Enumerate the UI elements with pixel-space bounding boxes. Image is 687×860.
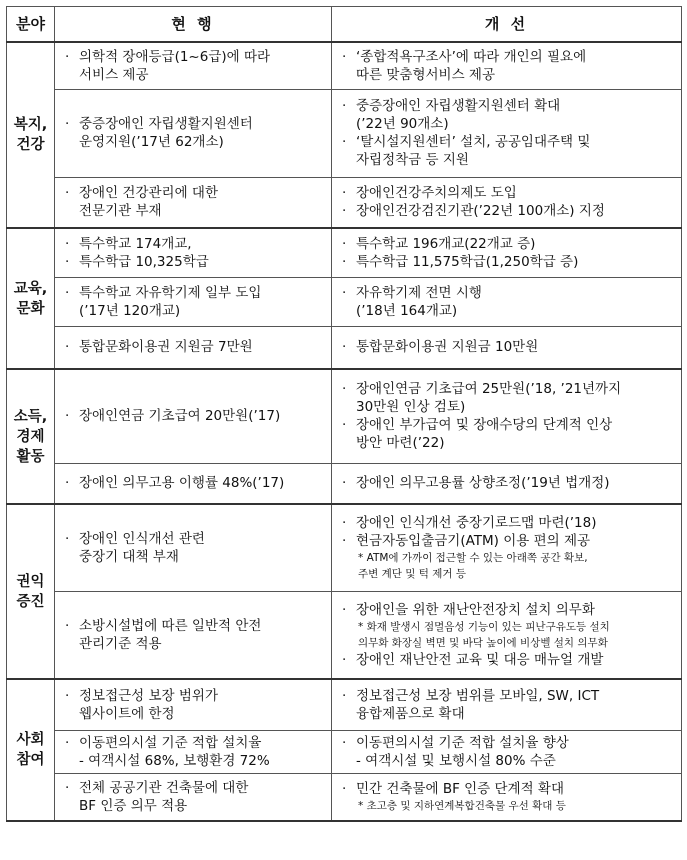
continuation-text: 융합제품으로 확대 bbox=[356, 705, 465, 722]
category-label: 교육, bbox=[13, 280, 48, 297]
bullet-item bbox=[342, 514, 673, 532]
bullet-item bbox=[65, 474, 323, 492]
bullet-text: 이동편의시설 기준 적합 설치율 향상 bbox=[356, 734, 569, 751]
improvement-content bbox=[332, 777, 681, 817]
category-label: 참여 bbox=[16, 752, 45, 768]
bullet-item bbox=[342, 48, 673, 66]
continuation-text: 30만원 인상 검토) bbox=[356, 399, 466, 416]
bullet-item bbox=[342, 133, 673, 151]
bullet-item bbox=[342, 474, 673, 492]
improvement-cell bbox=[332, 369, 682, 463]
current-content bbox=[55, 527, 331, 569]
category-label: 복지, bbox=[13, 117, 48, 133]
footnote-text: * ATM에 가까이 접근할 수 있는 아래쪽 공간 확보, bbox=[358, 551, 588, 564]
current-cell bbox=[55, 89, 332, 177]
bullet-item bbox=[65, 253, 323, 271]
bullet-item bbox=[342, 651, 673, 669]
bullet-item bbox=[65, 184, 323, 202]
bullet-dot-icon: · bbox=[342, 475, 347, 492]
current-content bbox=[55, 684, 331, 726]
improvement-cell bbox=[332, 591, 682, 679]
category-cell-rights bbox=[7, 504, 55, 679]
bullet-text: 장애인을 위한 재난안전장치 설치 의무화 bbox=[356, 601, 595, 618]
current-cell bbox=[55, 42, 332, 89]
bullet-text: 장애인 의무고용률 상향조정(’19년 법개정) bbox=[356, 475, 610, 492]
improvement-cell bbox=[332, 730, 682, 773]
bullet-dot-icon: · bbox=[65, 48, 70, 65]
bullet-dot-icon: · bbox=[65, 779, 70, 796]
bullet-dot-icon: · bbox=[65, 235, 70, 252]
table-row bbox=[7, 89, 682, 177]
bullet-dot-icon: · bbox=[342, 98, 347, 114]
bullet-item bbox=[65, 617, 323, 635]
continuation-text: 전문기관 부재 bbox=[79, 203, 162, 220]
bullet-dot-icon: · bbox=[342, 780, 347, 797]
improvement-cell bbox=[332, 177, 682, 228]
footnote-text: 주변 계단 및 턱 제거 등 bbox=[358, 567, 466, 580]
category-cell-welfare bbox=[7, 42, 55, 228]
improvement-content bbox=[332, 511, 681, 585]
improvement-cell bbox=[332, 504, 682, 591]
bullet-text: 중증장애인 자립생활지원센터 bbox=[79, 116, 253, 132]
improvement-content bbox=[332, 335, 681, 359]
improvement-content bbox=[332, 232, 681, 274]
bullet-dot-icon: · bbox=[65, 687, 70, 704]
continuation-text: 운영지원(’17년 62개소) bbox=[79, 134, 224, 150]
bullet-text: 장애인 의무고용 이행률 48%(’17) bbox=[79, 475, 285, 492]
improvement-cell bbox=[332, 42, 682, 89]
bullet-text: 장애인연금 기초급여 20만원(’17) bbox=[79, 408, 281, 425]
bullet-dot-icon: · bbox=[65, 116, 70, 132]
current-content bbox=[55, 404, 331, 428]
bullet-text: 특수학급 10,325학급 bbox=[79, 253, 209, 270]
bullet-dot-icon: · bbox=[342, 532, 347, 549]
table-row bbox=[7, 42, 682, 89]
current-content bbox=[55, 281, 331, 323]
continuation-text: (’18년 164개교) bbox=[356, 302, 458, 319]
improvement-cell bbox=[332, 326, 682, 369]
improvement-content bbox=[332, 94, 681, 172]
bullet-text: 중증장애인 자립생활지원센터 확대 bbox=[356, 98, 561, 114]
current-content bbox=[55, 776, 331, 818]
bullet-item bbox=[65, 338, 323, 356]
category-label: 증진 bbox=[16, 593, 45, 610]
bullet-text: ‘종합적욕구조사’에 따라 개인의 필요에 bbox=[356, 48, 587, 65]
bullet-text: 특수학교 자유학기제 일부 도입 bbox=[79, 284, 262, 301]
category-label: 문화 bbox=[16, 300, 45, 317]
bullet-item bbox=[65, 734, 323, 752]
improvement-content bbox=[332, 684, 681, 726]
current-cell bbox=[55, 369, 332, 463]
bullet-text: 장애인 건강관리에 대한 bbox=[79, 185, 218, 202]
current-content bbox=[55, 614, 331, 656]
table-row bbox=[7, 369, 682, 463]
category-cell-social bbox=[7, 679, 55, 821]
bullet-dot-icon: · bbox=[342, 134, 347, 150]
bullet-dot-icon: · bbox=[65, 475, 70, 492]
improvement-content bbox=[332, 731, 681, 773]
current-content bbox=[55, 731, 331, 773]
bullet-text: 의학적 장애등급(1~6급)에 따라 bbox=[79, 48, 271, 65]
bullet-item bbox=[342, 380, 673, 398]
bullet-text: 정보접근성 보장 범위를 모바일, SW, ICT bbox=[356, 687, 600, 704]
table-row bbox=[7, 773, 682, 821]
bullet-item bbox=[65, 235, 323, 253]
bullet-text: 장애인건강주치의제도 도입 bbox=[356, 185, 517, 202]
bullet-dot-icon: · bbox=[342, 253, 347, 270]
bullet-dot-icon: · bbox=[65, 408, 70, 425]
bullet-text: 특수학교 174개교, bbox=[79, 235, 192, 252]
bullet-dot-icon: · bbox=[65, 734, 70, 751]
current-cell bbox=[55, 228, 332, 277]
improvement-cell bbox=[332, 277, 682, 326]
continuation-text: (’17년 120개교) bbox=[79, 302, 181, 319]
table-row bbox=[7, 591, 682, 679]
continuation-text: 서비스 제공 bbox=[79, 66, 149, 83]
header-category: 분야 bbox=[7, 7, 55, 43]
bullet-text: 통합문화이용권 지원금 7만원 bbox=[79, 339, 253, 356]
bullet-dot-icon: · bbox=[342, 381, 347, 398]
category-label: 사회 bbox=[16, 732, 45, 748]
bullet-text: 자유학기제 전면 시행 bbox=[356, 284, 482, 301]
bullet-item bbox=[65, 687, 323, 705]
header-current: 현 행 bbox=[55, 7, 332, 43]
table-row bbox=[7, 730, 682, 773]
current-cell bbox=[55, 277, 332, 326]
footnote-text: 의무화 화장실 벽면 및 바닥 높이에 비상벨 설치 의무화 bbox=[358, 636, 608, 649]
table-row bbox=[7, 277, 682, 326]
current-content bbox=[55, 45, 331, 87]
table-row bbox=[7, 504, 682, 591]
continuation-text: 방안 마련(’22) bbox=[356, 435, 445, 452]
improvement-cell bbox=[332, 89, 682, 177]
improvement-content bbox=[332, 181, 681, 223]
bullet-dot-icon: · bbox=[342, 651, 347, 668]
bullet-item bbox=[342, 284, 673, 302]
category-label: 소득, bbox=[13, 408, 48, 425]
bullet-dot-icon: · bbox=[342, 687, 347, 704]
bullet-text: 통합문화이용권 지원금 10만원 bbox=[356, 339, 539, 356]
bullet-item bbox=[65, 530, 323, 548]
improvement-content bbox=[332, 598, 681, 672]
bullet-item bbox=[342, 202, 673, 220]
improvement-cell bbox=[332, 773, 682, 821]
footnote-text: * 초고층 및 지하연계복합건축물 우선 확대 등 bbox=[358, 799, 566, 812]
policy-comparison-table bbox=[6, 6, 682, 822]
sub-item-text: - 여객시설 및 보행시설 80% 수준 bbox=[356, 752, 556, 769]
bullet-text: 장애인 재난안전 교육 및 대응 매뉴얼 개발 bbox=[356, 651, 604, 668]
continuation-text: 자립정착금 등 지원 bbox=[356, 152, 469, 168]
category-cell-education bbox=[7, 228, 55, 369]
bullet-item bbox=[65, 284, 323, 302]
bullet-item bbox=[65, 48, 323, 66]
bullet-text: ‘탈시설지원센터’ 설치, 공공임대주택 및 bbox=[356, 134, 591, 150]
bullet-item bbox=[342, 235, 673, 253]
header-improvement: 개 선 bbox=[332, 7, 682, 43]
bullet-dot-icon: · bbox=[342, 514, 347, 531]
current-cell bbox=[55, 591, 332, 679]
category-cell-income bbox=[7, 369, 55, 504]
table-body bbox=[7, 42, 682, 821]
bullet-text: 특수학급 11,575학급(1,250학급 증) bbox=[356, 253, 579, 270]
bullet-text: 이동편의시설 기준 적합 설치율 bbox=[79, 734, 262, 751]
current-content bbox=[55, 335, 331, 359]
current-content bbox=[55, 232, 331, 274]
continuation-text: 중장기 대책 부재 bbox=[79, 548, 179, 565]
improvement-cell bbox=[332, 463, 682, 504]
improvement-content bbox=[332, 45, 681, 87]
bullet-item bbox=[65, 407, 323, 425]
bullet-text: 장애인건강검진기관(’22년 100개소) 지정 bbox=[356, 203, 605, 220]
bullet-item bbox=[65, 115, 323, 133]
bullet-item bbox=[342, 687, 673, 705]
bullet-text: 전체 공공기관 건축물에 대한 bbox=[79, 779, 249, 796]
bullet-item bbox=[342, 780, 673, 798]
category-label: 권익 bbox=[16, 573, 45, 590]
current-cell bbox=[55, 177, 332, 228]
bullet-dot-icon: · bbox=[342, 734, 347, 751]
bullet-text: 장애인 인식개선 중장기로드맵 마련(’18) bbox=[356, 514, 597, 531]
improvement-cell bbox=[332, 228, 682, 277]
continuation-text: 관리기준 적용 bbox=[79, 635, 162, 652]
bullet-item bbox=[65, 779, 323, 797]
table-header-row bbox=[7, 7, 682, 43]
category-label: 건강 bbox=[16, 137, 45, 153]
continuation-text: 웹사이트에 한정 bbox=[79, 705, 175, 722]
bullet-dot-icon: · bbox=[65, 339, 70, 356]
sub-item-text: - 여객시설 68%, 보행환경 72% bbox=[79, 752, 270, 769]
bullet-dot-icon: · bbox=[342, 48, 347, 65]
bullet-item bbox=[342, 734, 673, 752]
current-cell bbox=[55, 463, 332, 504]
improvement-cell bbox=[332, 679, 682, 730]
bullet-item bbox=[342, 416, 673, 434]
bullet-dot-icon: · bbox=[342, 284, 347, 301]
footnote-text: * 화재 발생시 점멸음성 기능이 있는 피난구유도등 설치 bbox=[358, 620, 610, 633]
bullet-item bbox=[342, 532, 673, 550]
bullet-item bbox=[342, 97, 673, 115]
bullet-dot-icon: · bbox=[342, 417, 347, 434]
table-row bbox=[7, 679, 682, 730]
bullet-dot-icon: · bbox=[342, 185, 347, 202]
improvement-content bbox=[332, 471, 681, 495]
current-cell bbox=[55, 504, 332, 591]
bullet-dot-icon: · bbox=[342, 339, 347, 356]
bullet-dot-icon: · bbox=[65, 253, 70, 270]
bullet-text: 정보접근성 보장 범위가 bbox=[79, 687, 218, 704]
category-label: 경제 bbox=[16, 428, 45, 445]
bullet-text: 소방시설법에 따른 일반적 안전 bbox=[79, 617, 262, 634]
bullet-text: 장애인 인식개선 관련 bbox=[79, 530, 205, 547]
current-cell bbox=[55, 679, 332, 730]
continuation-text: 따른 맞춤형서비스 제공 bbox=[356, 66, 495, 83]
table-row bbox=[7, 463, 682, 504]
bullet-dot-icon: · bbox=[342, 235, 347, 252]
bullet-dot-icon: · bbox=[65, 185, 70, 202]
bullet-item bbox=[342, 338, 673, 356]
bullet-text: 현금자동입출금기(ATM) 이용 편의 제공 bbox=[356, 532, 591, 549]
bullet-item bbox=[342, 253, 673, 271]
bullet-text: 장애인 부가급여 및 장애수당의 단계적 인상 bbox=[356, 417, 613, 434]
bullet-item bbox=[342, 601, 673, 619]
current-content bbox=[55, 112, 331, 154]
improvement-content bbox=[332, 377, 681, 455]
bullet-dot-icon: · bbox=[342, 601, 347, 618]
current-cell bbox=[55, 326, 332, 369]
bullet-text: 민간 건축물에 BF 인증 단계적 확대 bbox=[356, 780, 565, 797]
bullet-dot-icon: · bbox=[65, 617, 70, 634]
continuation-text: (’22년 90개소) bbox=[356, 116, 449, 132]
current-content bbox=[55, 471, 331, 495]
bullet-dot-icon: · bbox=[65, 284, 70, 301]
bullet-item bbox=[342, 184, 673, 202]
bullet-text: 특수학교 196개교(22개교 증) bbox=[356, 235, 536, 252]
table-row bbox=[7, 228, 682, 277]
current-cell bbox=[55, 730, 332, 773]
bullet-text: 장애인연금 기초급여 25만원(’18, ’21년까지 bbox=[356, 381, 622, 398]
table-row bbox=[7, 177, 682, 228]
bullet-dot-icon: · bbox=[65, 530, 70, 547]
bullet-dot-icon: · bbox=[342, 203, 347, 220]
current-cell bbox=[55, 773, 332, 821]
continuation-text: BF 인증 의무 적용 bbox=[79, 797, 188, 814]
category-label: 활동 bbox=[16, 448, 45, 465]
current-content bbox=[55, 181, 331, 223]
table-row bbox=[7, 326, 682, 369]
improvement-content bbox=[332, 281, 681, 323]
